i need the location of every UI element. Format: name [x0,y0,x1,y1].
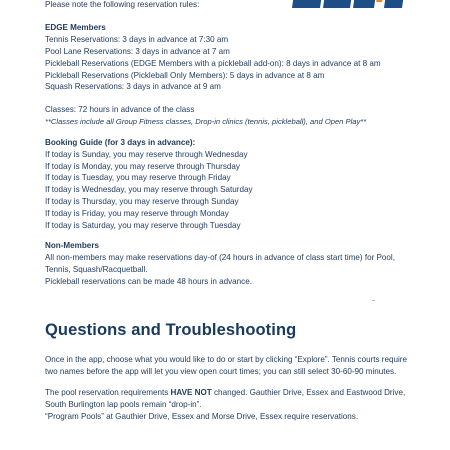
booking-guide-line: If today is Monday, you may reserve through Thursday [45,161,240,171]
booking-guide-line: If today is Sunday, you may reserve through Wednesday [45,149,248,159]
members-line: Squash Reservations: 3 days in advance at 9 am [45,82,221,92]
troubleshooting-heading: Questions and Troubleshooting [45,320,297,339]
booking-guide-heading: Booking Guide (for 3 days in advance): [45,137,196,147]
booking-guide-line: If today is Thursday, you may reserve through Sunday [45,197,239,207]
booking-guide-line: If today is Saturday, you may reserve through Tuesday [45,221,241,231]
troubleshooting-para: Once in the app, choose what you would like to do or start by clicking “Explore”. Tennis courts require two names before the app will let you view open court times; you can still select 30-60-90 minutes. [45,354,408,376]
have-not-emphasis: HAVE NOT [170,388,212,398]
non-members-heading: Non-Members [45,241,99,250]
members-heading: EDGE Members [45,22,106,32]
pool-text-post: changed. Gauthier Drive, Essex and Eastwood Drive, South Burlington lap pools remain “drop-in”. [45,388,406,410]
booking-guide-line: If today is Friday, you may reserve through Monday [45,209,229,219]
members-line: Pickleball Reservations (Pickleball Only Members): 5 days in advance at 8 am [45,70,325,80]
pickleball-text: Pickleball reservations can be made 48 hours in advance. [45,276,252,286]
pool-text-pre: The pool reservation requirements [45,388,171,398]
booking-guide-line: If today is Wednesday, you may reserve through Saturday [45,185,253,195]
pool-requirements-text [45,387,420,411]
program-pools-text: “Program Pools” at Gauthier Drive, Essex and Morse Drive, Essex require reservations. [45,412,359,422]
non-members-text: All non-members may make reservations day-of (24 hours in advance of class start time) for Pool, Tennis, Squash/Racquetball. [45,252,395,274]
members-line: Pool Lane Reservations: 3 days in advance at 7 am [45,46,230,56]
classes-note: **Classes include all Group Fitness classes, Drop-in clinics (tennis, pickleball), and Open Play** [45,117,367,127]
divider-mark [372,300,375,301]
members-line: Pickleball Reservations (EDGE Members with a pickleball add-on): 8 days in advance at 8 am [45,58,381,68]
members-line: Tennis Reservations: 3 days in advance at 7:30 am [45,34,229,44]
intro-text: Please note the following reservation rules: [45,0,200,9]
reservation-rules [45,0,445,423]
booking-guide-line: If today is Tuesday, you may reserve through Friday [45,173,231,183]
classes-text: Classes: 72 hours in advance of the class [45,105,195,115]
